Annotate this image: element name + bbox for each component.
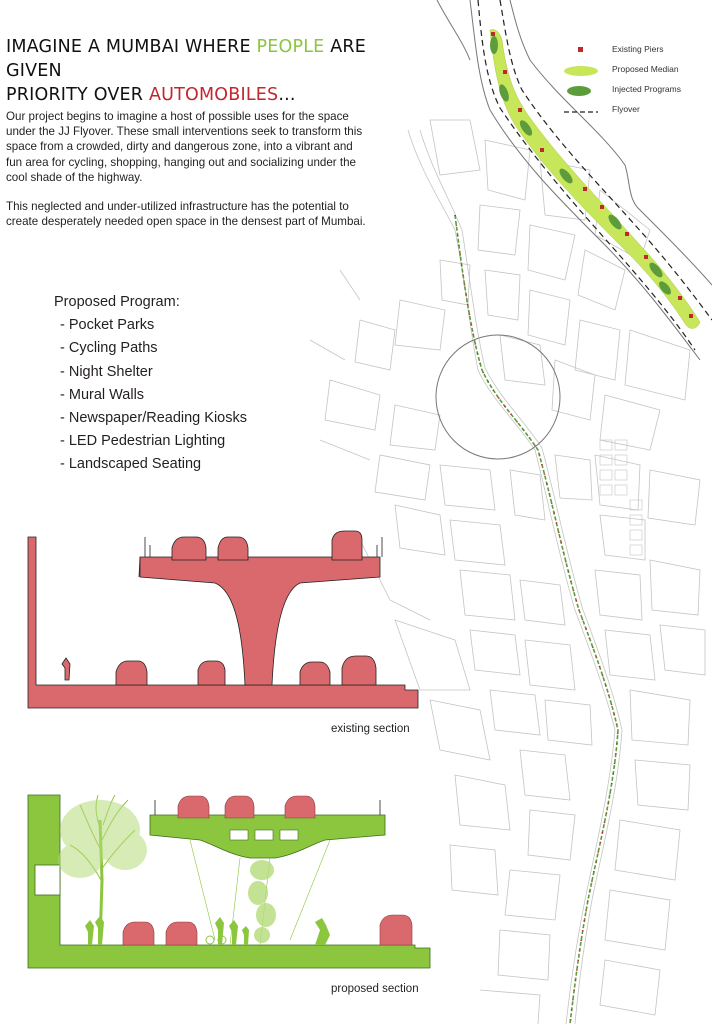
- proposed-median-legend-icon: [564, 66, 598, 76]
- bicycle: [206, 936, 226, 944]
- list-item: - LED Pedestrian Lighting: [60, 430, 247, 453]
- program-heading: Proposed Program:: [54, 294, 180, 310]
- proposed-section: [28, 795, 430, 968]
- title-line-1: IMAGINE A MUMBAI WHERE PEOPLE ARE GIVEN: [6, 37, 367, 81]
- proposed-wall-window: [35, 865, 60, 895]
- existing-section: [28, 531, 418, 708]
- existing-section-caption: existing section: [331, 723, 410, 735]
- legend-label: Injected Programs: [612, 84, 681, 94]
- proposed-flyover-openings: [230, 830, 298, 840]
- list-item: - Mural Walls: [60, 384, 247, 407]
- flyover-route: [455, 215, 618, 1024]
- title-highlight-automobiles: AUTOMOBILES: [148, 85, 279, 105]
- legend-swatches: [564, 47, 598, 112]
- existing-cars-top: [172, 531, 362, 560]
- flyover-plan: [437, 0, 712, 360]
- pedestrian-figure: [62, 658, 70, 680]
- vine-column: [248, 860, 276, 943]
- list-item: - Cycling Paths: [60, 337, 247, 360]
- list-item: - Newspaper/Reading Kiosks: [60, 407, 247, 430]
- list-item: - Night Shelter: [60, 361, 247, 384]
- list-item: - Landscaped Seating: [60, 453, 247, 476]
- title-highlight-people: PEOPLE: [256, 37, 325, 57]
- legend-label: Flyover: [612, 104, 640, 114]
- proposed-section-caption: proposed section: [331, 983, 419, 995]
- list-item: - Pocket Parks: [60, 314, 247, 337]
- intro-paragraph-1: Our project begins to imagine a host of possible uses for the space under the JJ Flyover. These small interventions seek to transform this space from a crowded, dirty and dangerous zone, into a vibrant and fun area for cycling, shopping, hanging out and socializing under the cool shade of the highway.: [6, 110, 363, 184]
- existing-piers-legend-icon: [578, 47, 583, 52]
- intro-paragraph-2: This neglected and under-utilized infrastructure has the potential to create desperately needed open space in the densest part of Mumbai.: [6, 200, 366, 229]
- legend-label: Existing Piers: [612, 44, 664, 54]
- title-line-2: PRIORITY OVER AUTOMOBILES...: [6, 85, 296, 105]
- flyover-route-piers: [455, 215, 618, 1024]
- proposed-median: [490, 29, 700, 328]
- injected-programs-legend-icon: [567, 86, 591, 96]
- legend-label: Proposed Median: [612, 64, 679, 74]
